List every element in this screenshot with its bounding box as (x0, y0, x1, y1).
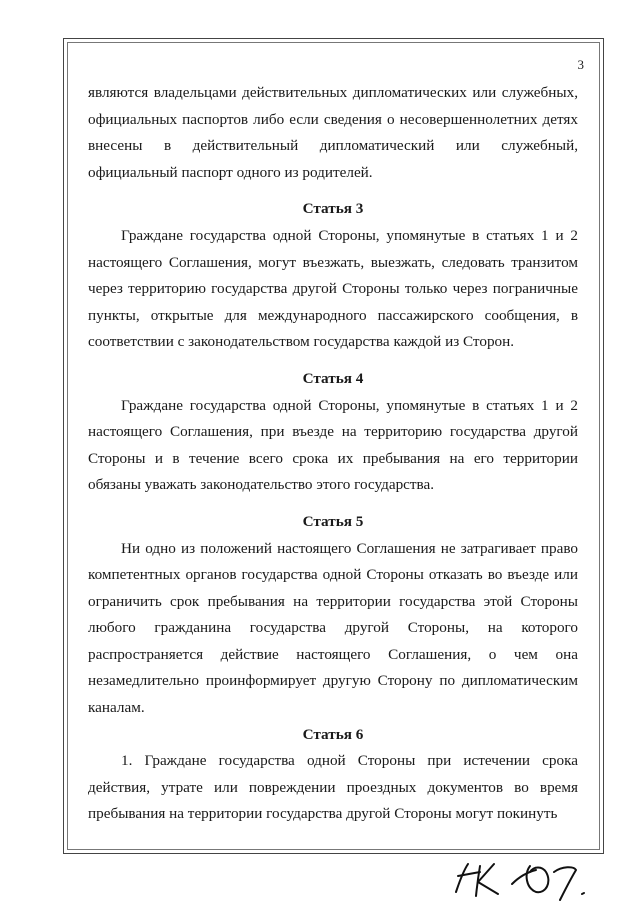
page-number: 3 (577, 57, 584, 72)
article-5-text: Ни одно из положений настоящего Соглашения не затрагивает право компетентных органов государства одной Стороны отказать во въезде или ограничить срок пребывания на территории государства этой Стороны любого гражданина государства другой Стороны, на которого распространяется действие настоящего Соглашения, о чем она незамедлительно проинформирует другую Сторону по дипломатическим каналам. (88, 539, 578, 717)
intro-paragraph: являются владельцами действительных дипломатических или служебных, официальных паспортов либо если сведения о несовершеннолетних детях внесены в действительный дипломатический или служебный, официальный паспорт одного из родителей. (88, 84, 578, 181)
article-4-text: Граждане государства одной Стороны, упомянутые в статьях 1 и 2 настоящего Соглашения, при въезде на территорию государства другой Стороны и в течение всего срока их пребывания на его территории обязаны уважать законодательство этого государства. (88, 396, 578, 494)
article-5-heading: Статья 5 (302, 512, 364, 530)
article-3-heading: Статья 3 (302, 200, 364, 218)
handwritten-initials (450, 858, 600, 902)
article-6-heading: Статья 6 (302, 725, 364, 743)
article-6-text: 1. Граждане государства одной Стороны при истечении срока действия, утрате или повреждении проездных документов во время пребывания на территории государства другой Стороны могут покинуть (88, 752, 578, 823)
article-3-text: Граждане государства одной Стороны, упомянутые в статьях 1 и 2 настоящего Соглашения, могут въезжать, выезжать, следовать транзитом через территорию государства другой Стороны только через пограничные пункты, открытые для международного пассажирского сообщения, в соответствии с законодательством государства каждой из Сторон. (88, 226, 578, 351)
article-4-heading: Статья 4 (302, 369, 364, 387)
document-body (88, 80, 578, 828)
